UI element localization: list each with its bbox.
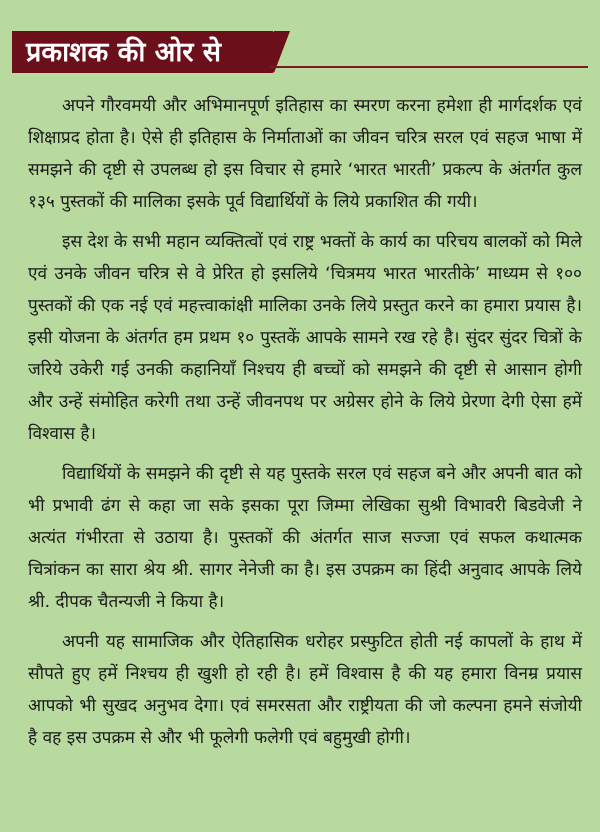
paragraph-3: विद्यार्थियों के समझने की दृष्टी से यह पुस्तके सरल एवं सहज बने और अपनी बात को भी प्रभावी ढंग से कहा जा सके इसका पूरा जिम्मा लेखिका सुश्री विभावरी बिडवेजी ने अत्यंत गंभीरता से उठाया है। पुस्तकों की अंतर्गत साज सज्जा एवं सफल कथात्मक चित्रांकन का सारा श्रेय श्री. सागर नेनेजी का है। इस उपक्रम का हिंदी अनुवाद आपके लिये श्री. दीपक चैतन्यजी ने किया है।: [28, 464, 582, 612]
page-title: प्रकाशक की ओर से: [26, 37, 222, 68]
header-divider: [270, 66, 588, 68]
paragraph-4: अपनी यह सामाजिक और ऐतिहासिक धरोहर प्रस्फुटित होती नई कापलों के हाथ में सौपते हुए हमें निश्चय ही खुशी हो रही है। हमें विश्वास है की यह हमारा विनम्र प्रयास आपको भी सुखद अनुभव देगा। एवं समरसता और राष्ट्रीयता की जो कल्पना हमने संजोयी है वह इस उपक्रम से और भी फूलेगी फलेगी एवं बहुमुखी होगी।: [28, 632, 582, 748]
paragraph-1: अपने गौरवमयी और अभिमानपूर्ण इतिहास का स्मरण करना हमेशा ही मार्गदर्शक एवं शिक्षाप्रद होता है। ऐसे ही इतिहास के निर्माताओं का जीवन चरित्र सरल एवं सहज भाषा में समझने की दृष्टी से उपलब्ध हो इस विचार से हमारे ‘भारत भारती’ प्रकल्प के अंतर्गत कुल १३५ पुस्तकों की मालिका इसके पूर्व विद्यार्थियों के लिये प्रकाशित की गयी।: [28, 96, 582, 212]
body-text: [28, 90, 582, 762]
paragraph-2: इस देश के सभी महान व्यक्तित्वों एवं राष्ट्र भक्तों के कार्य का परिचय बालकों को मिले एवं उनके जीवन चरित्र से वे प्रेरित हो इसलिये ‘चित्रमय भारत भारतीके’ माध्यम से १०० पुस्तकों की एक नई एवं महत्त्वाकांक्षी मालिका उनके लिये प्रस्तुत करने का हमारा प्रयास है। इसी योजना के अंतर्गत हम प्रथम १० पुस्तकें आपके सामने रख रहे है। सुंदर सुंदर चित्रों के जरिये उकेरी गई उनकी कहानियाँ निश्चय ही बच्चों को समझने की दृष्टी से आसान होगी और उन्हें संमोहित करेगी तथा उन्हें जीवनपथ पर अग्रेसर होने के लिये प्रेरणा देगी ऐसा हमें विश्वास है।: [28, 232, 582, 444]
